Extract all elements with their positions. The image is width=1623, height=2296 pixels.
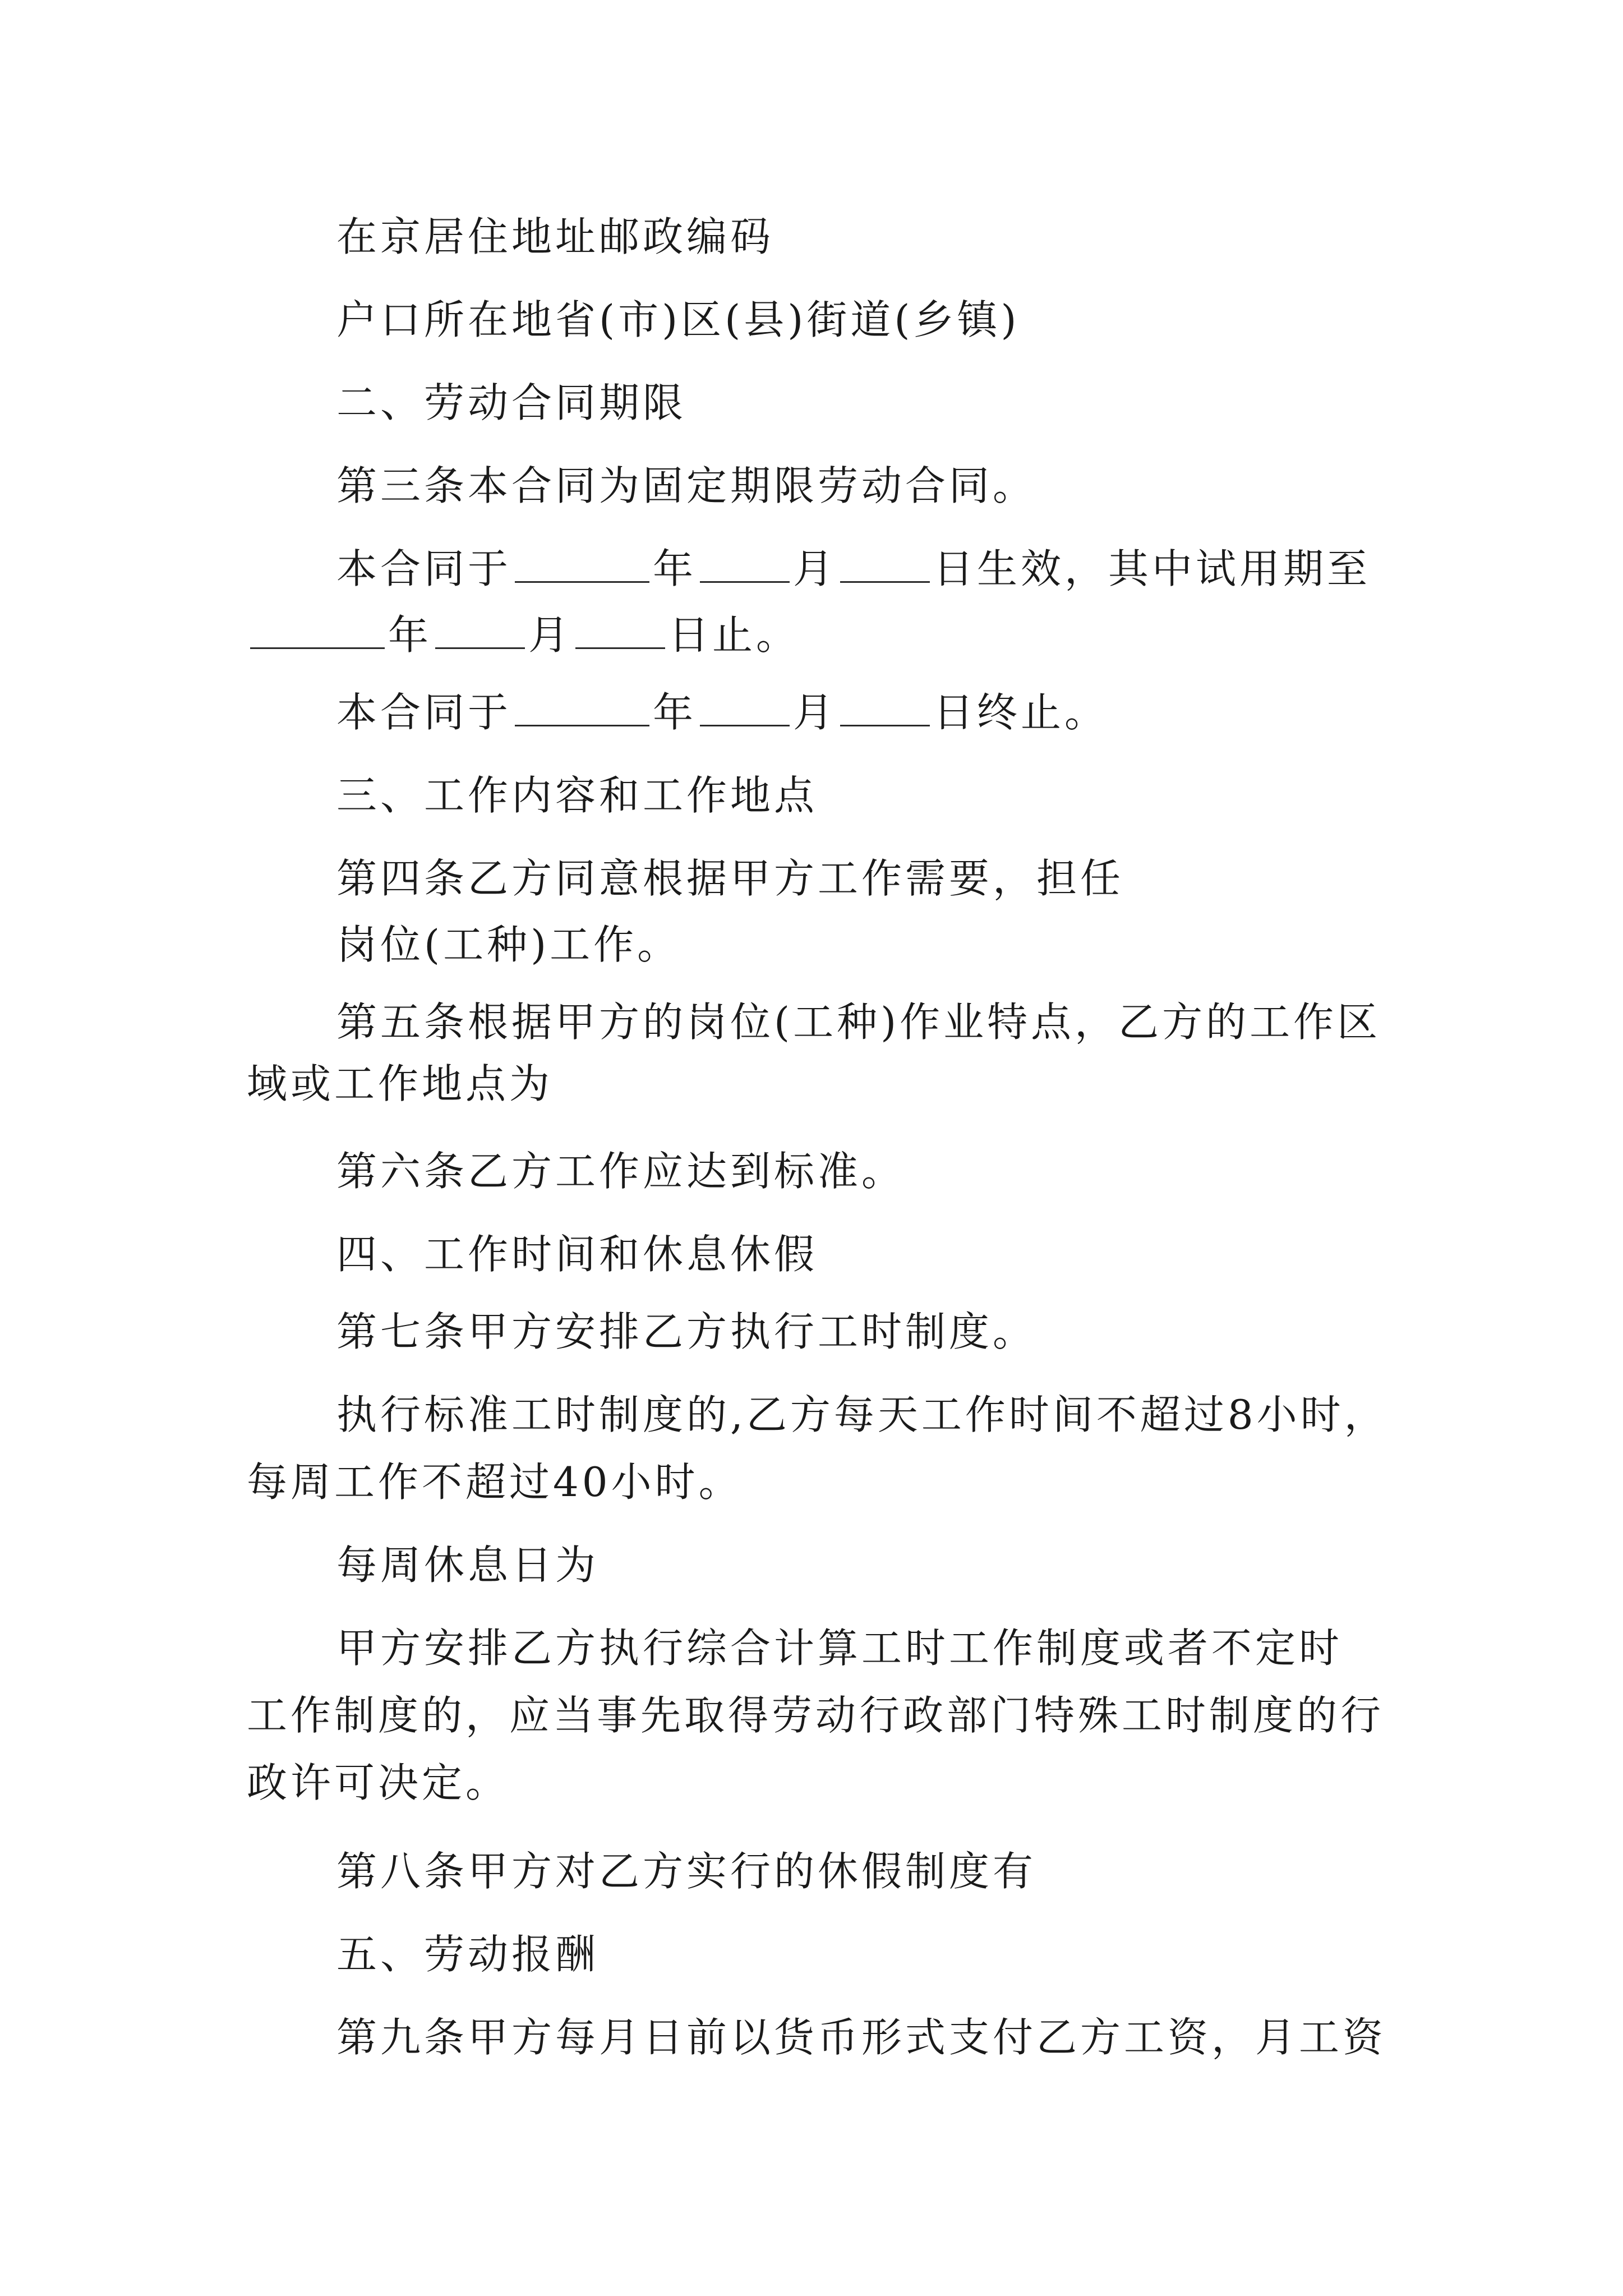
text-line: 第八条甲方对乙方实行的休假制度有 bbox=[336, 1848, 1037, 1895]
text-segment: 本合同于 bbox=[336, 689, 512, 736]
fill-blank[interactable] bbox=[435, 614, 525, 649]
text-line: 户口所在地省(市)区(县)街道(乡镇) bbox=[336, 296, 1020, 343]
text-line: 执行标准工时制度的,乙方每天工作时间不超过8小时， bbox=[336, 1391, 1388, 1438]
text-segment: 日生效，其中试用期至 bbox=[933, 545, 1371, 592]
text-line: 第四条乙方同意根据甲方工作需要，担任 bbox=[336, 855, 1124, 902]
contract-start-line bbox=[336, 541, 1371, 597]
text-segment: 月 bbox=[793, 545, 837, 592]
fill-blank[interactable] bbox=[700, 547, 790, 583]
text-segment: 月 bbox=[528, 611, 573, 659]
text-line: 甲方安排乙方执行综合计算工时工作制度或者不定时 bbox=[336, 1625, 1343, 1672]
text-line: 域或工作地点为 bbox=[247, 1060, 554, 1107]
text-segment: 日止。 bbox=[668, 611, 800, 659]
text-segment: 年 bbox=[388, 611, 432, 659]
fill-blank[interactable] bbox=[840, 547, 930, 583]
section-heading: 三、工作内容和工作地点 bbox=[336, 772, 818, 819]
fill-blank[interactable] bbox=[250, 614, 385, 649]
text-line: 每周工作不超过40小时。 bbox=[247, 1458, 743, 1506]
section-heading: 四、工作时间和休息休假 bbox=[336, 1231, 818, 1278]
text-line: 第六条乙方工作应达到标准。 bbox=[336, 1148, 906, 1195]
text-line: 在京居住地址邮政编码 bbox=[336, 213, 774, 260]
section-heading: 五、劳动报酬 bbox=[336, 1931, 600, 1978]
text-line: 第七条甲方安排乙方执行工时制度。 bbox=[336, 1308, 1037, 1355]
fill-blank[interactable] bbox=[515, 547, 649, 583]
text-line: 每周休息日为 bbox=[336, 1542, 600, 1589]
text-line: 工作制度的，应当事先取得劳动行政部门特殊工时制度的行 bbox=[247, 1692, 1385, 1739]
fill-blank[interactable] bbox=[840, 691, 930, 726]
text-line: 第五条根据甲方的岗位(工种)作业特点，乙方的工作区 bbox=[336, 999, 1381, 1046]
trial-end-line bbox=[247, 607, 800, 663]
text-line: 第九条甲方每月日前以货币形式支付乙方工资，月工资 bbox=[336, 2014, 1387, 2061]
text-segment: 年 bbox=[653, 689, 697, 736]
text-segment: 日终止。 bbox=[933, 689, 1109, 736]
text-line: 第三条本合同为固定期限劳动合同。 bbox=[336, 462, 1037, 509]
text-segment: 年 bbox=[653, 545, 697, 592]
text-segment: 月 bbox=[793, 689, 837, 736]
text-line: 政许可决定。 bbox=[247, 1759, 510, 1806]
section-heading: 二、劳动合同期限 bbox=[336, 379, 687, 426]
fill-blank[interactable] bbox=[575, 614, 665, 649]
fill-blank[interactable] bbox=[515, 691, 649, 726]
text-line: 岗位(工种)工作。 bbox=[336, 921, 681, 968]
contract-end-line bbox=[336, 684, 1108, 740]
fill-blank[interactable] bbox=[700, 691, 790, 726]
text-segment: 本合同于 bbox=[336, 545, 512, 592]
